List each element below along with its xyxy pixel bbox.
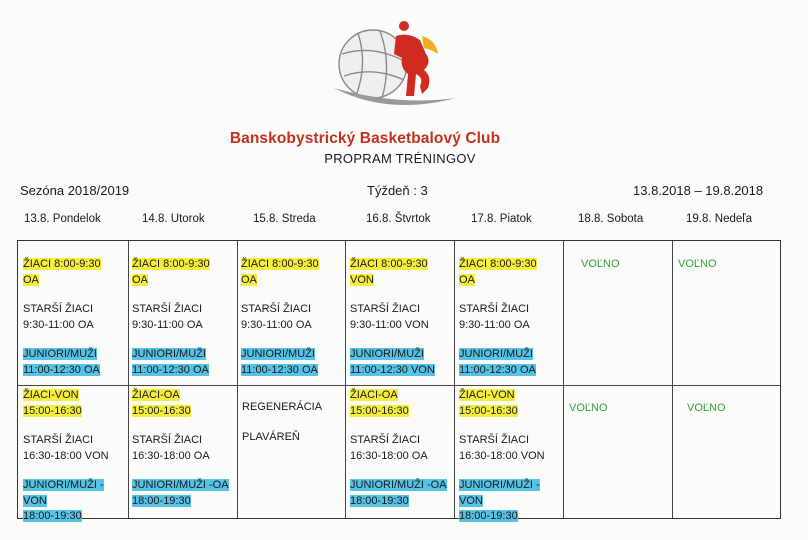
document-subtitle: PROPRAM TRÉNINGOV	[324, 151, 476, 166]
session-zaci-time: 15:00-16:30	[23, 404, 82, 417]
schedule-cell-wed-afternoon	[242, 400, 322, 445]
schedule-cell-tue-morning	[132, 257, 210, 378]
session-starsi-zaci: STARŠÍ ŽIACI	[459, 303, 530, 315]
session-starsi-zaci: STARŠÍ ŽIACI	[350, 303, 421, 315]
session-zaci: ŽIACI-OA	[132, 389, 180, 401]
session-juniori-time: 11:00-12:30 OA	[132, 363, 209, 376]
session-starsi-zaci: STARŠÍ ŽIACI	[459, 434, 530, 446]
session-juniori: JUNIORI/MUŽI -	[23, 479, 104, 491]
schedule-cell-mon-afternoon	[23, 388, 109, 525]
free-day-sat-morning: VOĽNO	[581, 258, 620, 270]
session-zaci-time: 15:00-16:30	[459, 404, 518, 417]
schedule-cell-fri-afternoon	[459, 388, 545, 525]
session-starsi-zaci-time: 16:30-18:00 VON	[459, 449, 545, 462]
session-zaci: ŽIACI 8:00-9:30	[350, 258, 428, 270]
column-divider	[454, 241, 455, 518]
session-zaci-place: OA	[132, 273, 148, 286]
session-juniori-time: 18:00-19:30	[23, 510, 82, 522]
session-juniori: JUNIORI/MUŽI	[241, 348, 315, 360]
column-divider	[563, 241, 564, 518]
schedule-table	[17, 240, 781, 522]
session-zaci: ŽIACI 8:00-9:30	[132, 258, 210, 270]
session-juniori-time: 11:00-12:30 OA	[23, 363, 100, 376]
schedule-cell-tue-afternoon	[132, 388, 229, 509]
session-starsi-zaci: STARŠÍ ŽIACI	[23, 303, 94, 315]
day-header-sat: 18.8. Sobota	[578, 213, 644, 225]
session-juniori-time: 18:00-19:30	[459, 510, 518, 522]
session-regeneracia: REGENERÁCIA	[242, 401, 323, 413]
row-divider	[18, 385, 780, 386]
day-header-sun: 19.8. Nedeľa	[686, 213, 753, 225]
session-zaci: ŽIACI 8:00-9:30	[241, 258, 319, 270]
free-day-sun-morning: VOĽNO	[678, 258, 717, 270]
session-starsi-zaci: STARŠÍ ŽIACI	[350, 434, 421, 446]
session-starsi-zaci-time: 16:30-18:00 OA	[350, 449, 428, 462]
club-name: Banskobystrický Basketbalový Club	[229, 130, 501, 147]
session-juniori: JUNIORI/MUŽI -OA	[350, 479, 447, 491]
club-logo	[328, 14, 458, 118]
week-label: Týždeň : 3	[367, 183, 428, 198]
free-day-sat-afternoon: VOĽNO	[569, 402, 608, 414]
season-label: Sezóna 2018/2019	[20, 183, 130, 198]
session-zaci: ŽIACI 8:00-9:30	[459, 258, 537, 270]
session-zaci-place: OA	[23, 273, 39, 286]
session-juniori-place: VON	[459, 494, 483, 507]
day-header-thu: 16.8. Štvrtok	[366, 213, 431, 225]
session-starsi-zaci-time: 9:30-11:00 OA	[459, 318, 530, 331]
column-divider	[237, 241, 238, 518]
date-range: 13.8.2018 – 19.8.2018	[633, 183, 764, 198]
schedule-cell-thu-morning	[350, 257, 435, 378]
session-zaci-time: 15:00-16:30	[350, 404, 409, 417]
session-juniori: JUNIORI/MUŽI -	[459, 479, 540, 491]
free-day-sun-afternoon: VOĽNO	[687, 402, 726, 414]
session-juniori: JUNIORI/MUŽI	[132, 348, 206, 360]
session-starsi-zaci: STARŠÍ ŽIACI	[241, 303, 312, 315]
session-juniori: JUNIORI/MUŽI -OA	[132, 479, 229, 491]
session-juniori-time: 18:00-19:30	[132, 494, 191, 507]
session-starsi-zaci: STARŠÍ ŽIACI	[132, 434, 203, 446]
session-starsi-zaci-time: 16:30-18:00 OA	[132, 449, 210, 462]
session-starsi-zaci-time: 9:30-11:00 OA	[241, 318, 312, 331]
schedule-cell-fri-morning	[459, 257, 537, 378]
schedule-cell-mon-morning	[23, 257, 101, 378]
day-header-mon: 13.8. Pondelok	[24, 213, 101, 225]
session-starsi-zaci-time: 9:30-11:00 OA	[23, 318, 94, 331]
session-juniori-time: 11:00-12:30 VON	[350, 363, 435, 376]
session-zaci-place: OA	[459, 273, 475, 286]
session-starsi-zaci-time: 9:30-11:00 OA	[132, 318, 203, 331]
session-zaci: ŽIACI-VON	[459, 389, 515, 401]
session-plavaren: PLAVÁREŇ	[242, 430, 300, 443]
session-starsi-zaci-time: 16:30-18:00 VON	[23, 449, 109, 462]
session-zaci-place: VON	[350, 273, 374, 286]
schedule-cell-wed-morning	[241, 257, 319, 378]
day-header-wed: 15.8. Streda	[253, 213, 316, 225]
day-header-tue: 14.8. Utorok	[142, 213, 205, 225]
session-starsi-zaci: STARŠÍ ŽIACI	[132, 303, 203, 315]
session-juniori-place: VON	[23, 494, 47, 507]
session-starsi-zaci-time: 9:30-11:00 VON	[350, 318, 429, 331]
session-juniori: JUNIORI/MUŽI	[459, 348, 533, 360]
session-starsi-zaci: STARŠÍ ŽIACI	[23, 434, 94, 446]
session-juniori-time: 11:00-12:30 OA	[241, 363, 318, 376]
session-juniori-time: 11:00-12:30 OA	[459, 363, 536, 376]
session-zaci: ŽIACI-VON	[23, 389, 79, 401]
session-juniori: JUNIORI/MUŽI	[350, 348, 424, 360]
session-juniori: JUNIORI/MUŽI	[23, 348, 97, 360]
column-divider	[345, 241, 346, 518]
column-divider	[672, 241, 673, 518]
session-zaci-place: OA	[241, 273, 257, 286]
session-zaci-time: 15:00-16:30	[132, 404, 191, 417]
column-divider	[128, 241, 129, 518]
session-juniori-time: 18:00-19:30	[350, 494, 409, 507]
day-header-fri: 17.8. Piatok	[471, 213, 532, 225]
session-zaci: ŽIACI-OA	[350, 389, 398, 401]
schedule-cell-thu-afternoon	[350, 388, 447, 509]
session-zaci: ŽIACI 8:00-9:30	[23, 258, 101, 270]
